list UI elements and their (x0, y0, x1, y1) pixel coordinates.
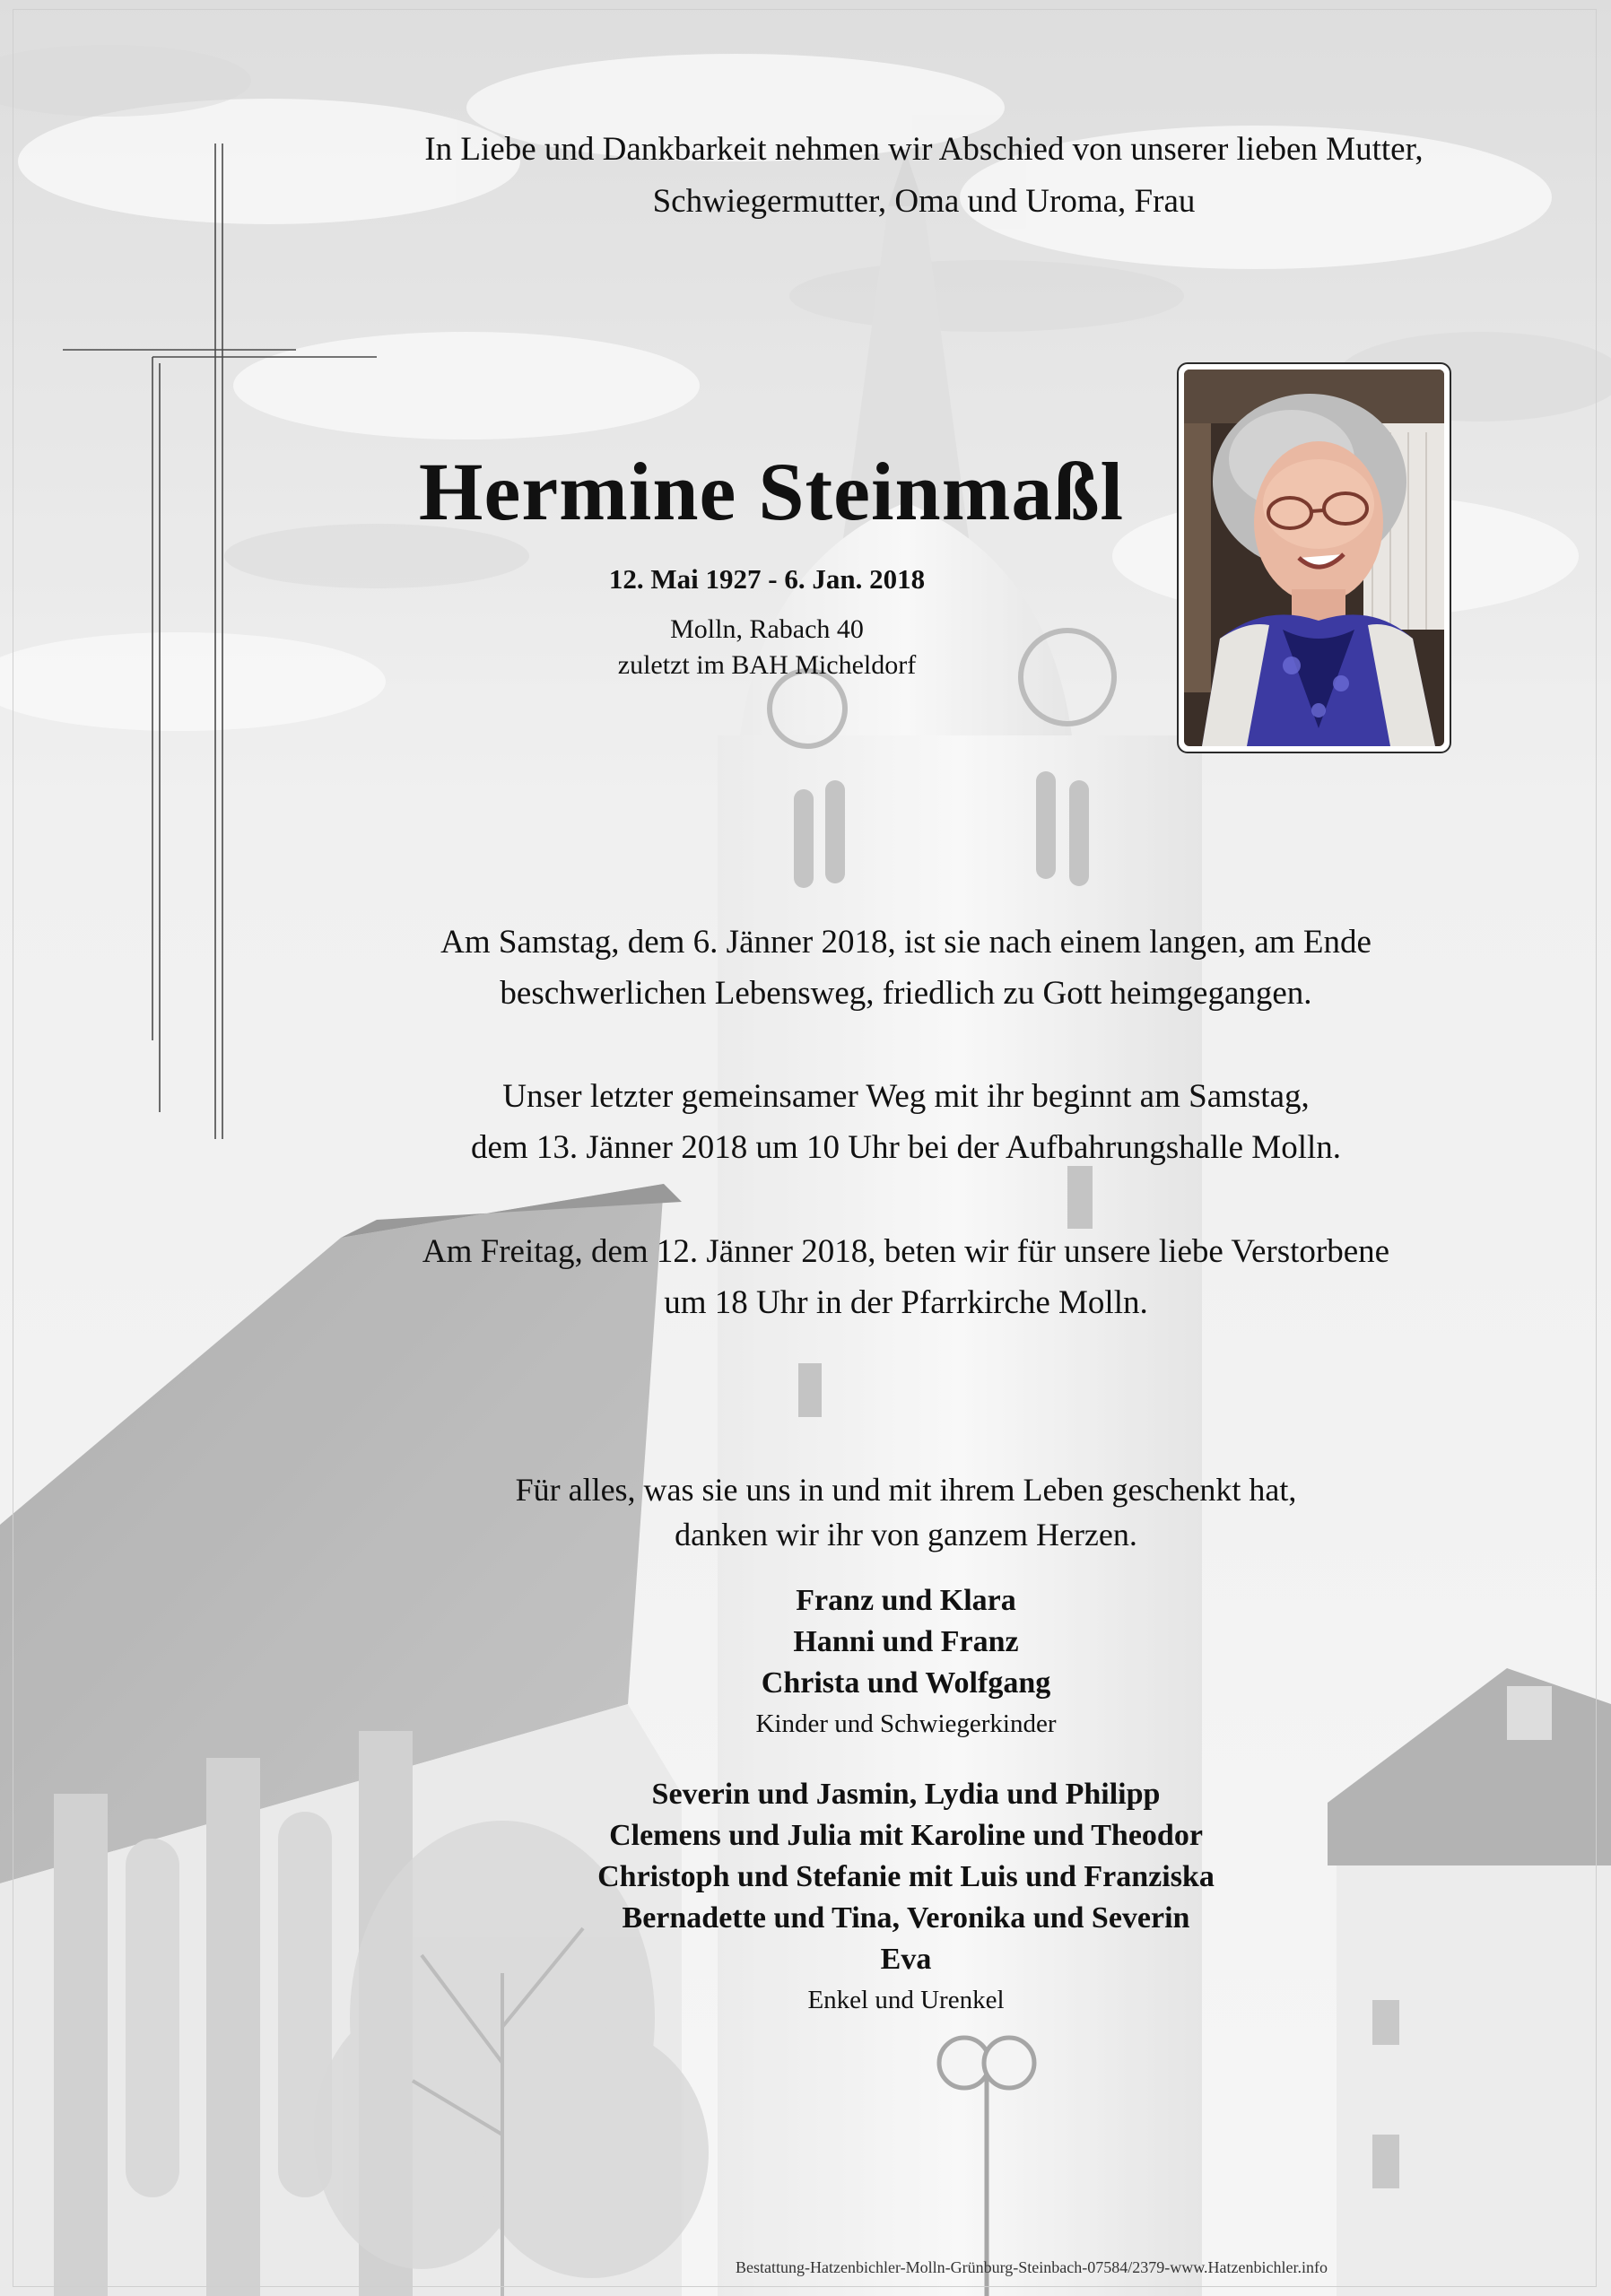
thanks-line: Für alles, was sie uns in und mit ihrem Leben geschenkt hat, (515, 1472, 1297, 1508)
intro-line: Schwiegermutter, Oma und Uroma, Frau (652, 183, 1196, 220)
family-name: Christa und Wolfgang (761, 1666, 1051, 1700)
family-name: Severin und Jasmin, Lydia und Philipp (651, 1778, 1161, 1811)
deceased-name: Hermine Steinmaßl (418, 446, 1125, 537)
family-relation: Kinder und Schwiegerkinder (755, 1709, 1057, 1738)
address-line: zuletzt im BAH Micheldorf (617, 650, 917, 680)
family-name: Eva (880, 1943, 932, 1976)
family-name: Christoph und Stefanie mit Luis und Franziska (597, 1860, 1215, 1893)
portrait-photo (1177, 362, 1451, 753)
family-name: Bernadette und Tina, Veronika und Severin (622, 1901, 1190, 1935)
funeral-home-footer: Bestattung-Hatzenbichler-Molln-Grünburg-Steinbach-07584/2379-www.Hatzenbichler.info (736, 2258, 1328, 2276)
children-list (296, 1580, 1516, 1744)
family-relation: Enkel und Urenkel (807, 1986, 1005, 2014)
portrait-image (1184, 370, 1444, 746)
thanks-line: danken wir ihr von ganzem Herzen. (675, 1517, 1137, 1552)
family-name: Hanni und Franz (793, 1625, 1019, 1658)
intro-line: In Liebe und Dankbarkeit nehmen wir Abschied von unserer lieben Mutter, (424, 131, 1424, 168)
paragraph-line: Unser letzter gemeinsamer Weg mit ihr beginnt am Samstag, (502, 1078, 1310, 1115)
paragraph-line: Am Freitag, dem 12. Jänner 2018, beten wir für unsere liebe Verstorbene (422, 1233, 1390, 1270)
address-line: Molln, Rabach 40 (670, 614, 864, 644)
life-dates: 12. Mai 1927 - 6. Jan. 2018 (608, 563, 926, 595)
grandchildren-list (296, 1774, 1516, 2020)
funeral-paragraph (296, 1071, 1516, 1173)
intro-text (323, 124, 1525, 228)
deceased-address (498, 612, 1036, 683)
paragraph-line: um 18 Uhr in der Pfarrkirche Molln. (664, 1284, 1148, 1321)
prayer-paragraph (296, 1226, 1516, 1328)
paragraph-line: dem 13. Jänner 2018 um 10 Uhr bei der Aufbahrungshalle Molln. (470, 1129, 1342, 1166)
paragraph-line: Am Samstag, dem 6. Jänner 2018, ist sie nach einem langen, am Ende (440, 924, 1372, 961)
paragraph-line: beschwerlichen Lebensweg, friedlich zu Gott heimgegangen. (500, 975, 1312, 1012)
death-notice-paragraph (296, 917, 1516, 1019)
family-name: Clemens und Julia mit Karoline und Theodor (609, 1819, 1203, 1852)
thanks-text (296, 1467, 1516, 1557)
family-name: Franz und Klara (796, 1584, 1016, 1617)
